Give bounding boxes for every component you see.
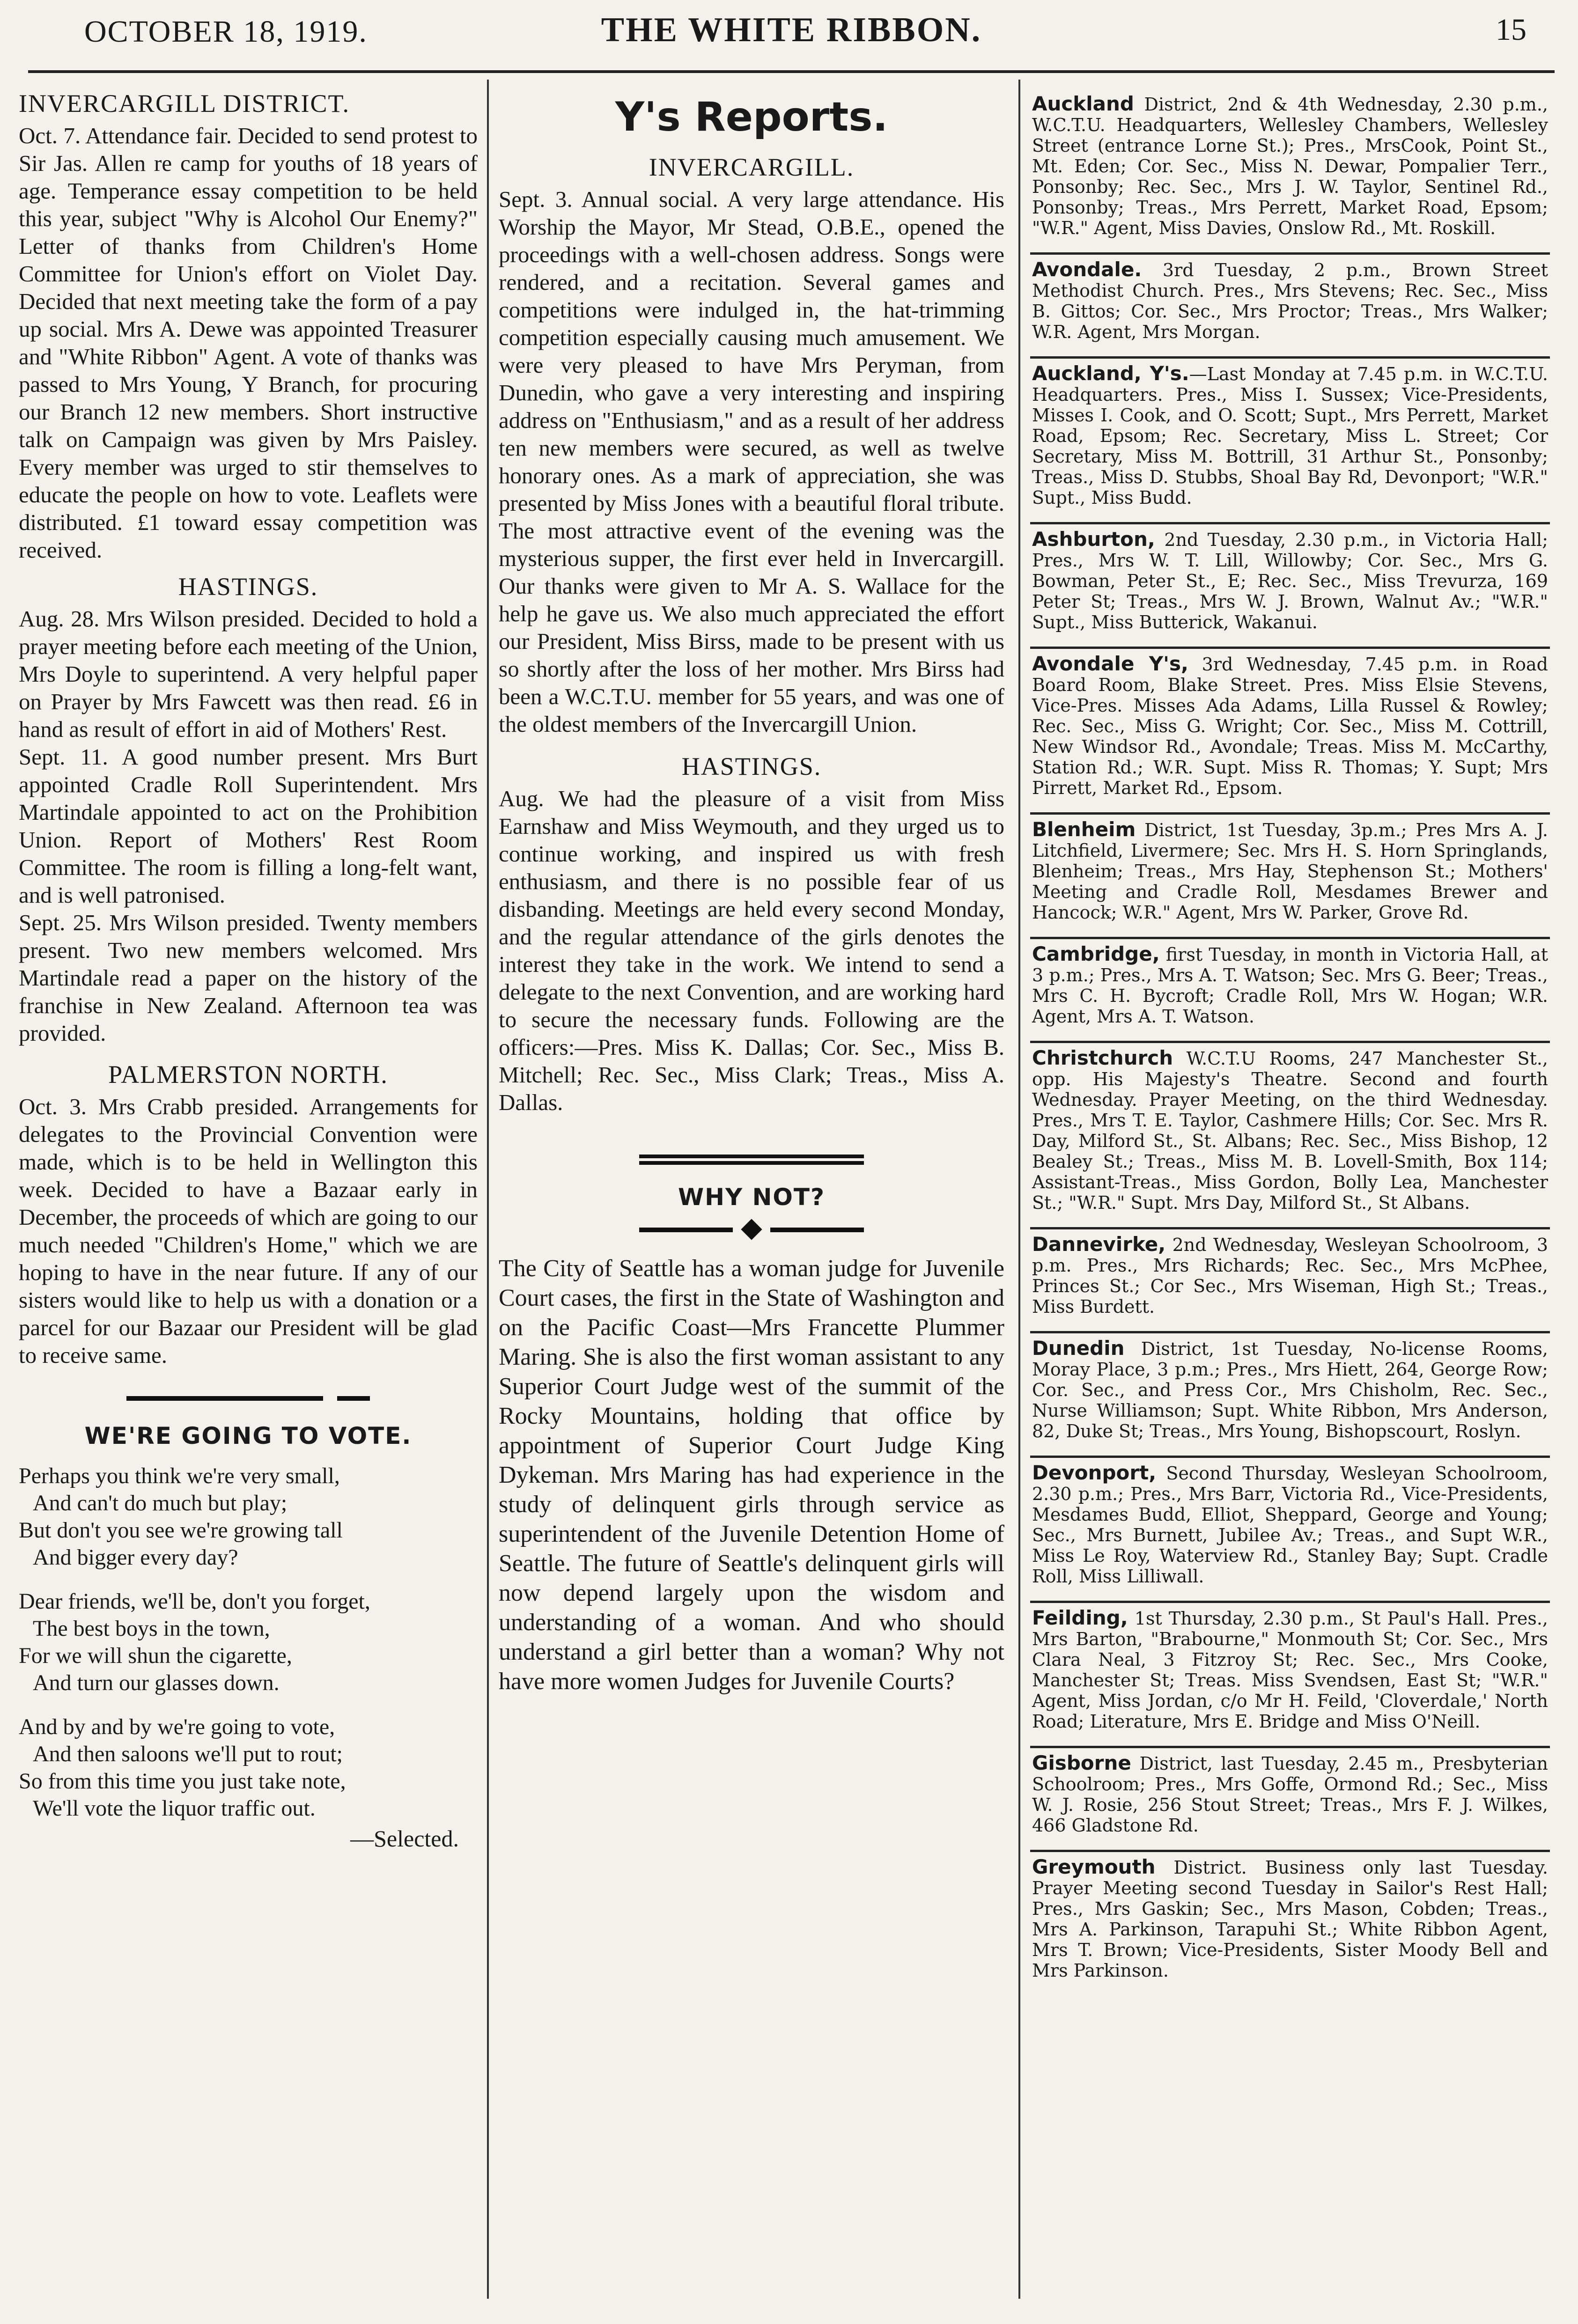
why-not-article: The City of Seattle has a woman judge for Juvenile Court cases, the first in the State of Washington and on the Pacific Coast—Mrs Francette Plummer Maring. She is also the first woman assistant to any Superior Court Judge west of the summit of the Rocky Mountains, holding that office by appointment of Superior Court Judge King Dykeman. Mrs Maring has had experience in the study of delinquent girls through service as superintendent of the Juvenile Detention Home of Seattle. The future of Seattle's delinquent girls will now depend largely upon the wisdom and understanding of a woman. And who should understand a girl better than a woman? Why not have more women Judges for Juvenile Courts?: [499, 1255, 1004, 1695]
issue-date: OCTOBER 18, 1919.: [84, 15, 368, 49]
branch-entry: [1030, 649, 1550, 815]
branch-entry: [1030, 1603, 1550, 1748]
branch-entry: [1030, 359, 1550, 524]
branch-name: Cambridge,: [1032, 942, 1160, 965]
poem-line: And can't do much but play;: [33, 1491, 288, 1515]
hastings-heading: HASTINGS.: [178, 573, 318, 601]
section-divider-ornament: [126, 1388, 370, 1408]
poem-stanza-3: [19, 1714, 478, 1822]
branch-details: 3rd Wednesday, 7.45 p.m. in Road Board Room, Blake Street. Pres. Miss Elsie Stevens, Vice-Pres. Misses Ada Adams, Lilla Russel & Rowley; Rec. Sec., Miss G. Wright; Cor. Sec., Miss M. Cottrill, New Windsor Rd., Avondale; Treas. Miss M. McCarthy, Station Rd.; W.R. Supt. Miss R. Thomas; Y. Supt; Mrs Pirrett, Market Rd., Epsom.: [1032, 654, 1548, 798]
branch-details: 2nd Tuesday, 2.30 p.m., in Victoria Hall; Pres., Mrs W. T. Lill, Willowby; Cor. Sec., Mrs G. Bowman, Peter St., E; Rec. Sec., Miss Trevurza, 169 Peter St; Treas., Mrs W. J. Brown, Walnut Av.; "W.R." Supt., Miss Butterick, Wakanui.: [1032, 530, 1548, 632]
branch-entry: [1030, 1229, 1550, 1333]
palmerston-north-report: Oct. 3. Mrs Crabb presided. Arrangements for delegates to the Provincial Convention were made, which is to be held in Wellington this week. Decided to have a Bazaar early in December, the proceeds of which are going to our much needed "Children's Home," which we are hoping to have in the near future. If any of our sisters would like to help us with a donation or a parcel for our Bazaar our President will be glad to receive same.: [19, 1094, 478, 1368]
branch-name: Auckland, Y's.: [1032, 362, 1189, 385]
branch-details: District, 1st Tuesday, No-license Rooms, Moray Place, 3 p.m.; Pres., Mrs Hiett, 264, George Row; Cor. Sec., and Press Cor., Mrs Chisholm, Rec. Sec., Nurse Williamson; Supt. White Ribbon, Mrs Anderson, 82, Duke St; Treas., Mrs Young, Bishopscourt, Roslyn.: [1032, 1339, 1548, 1441]
branch-entry: [1030, 255, 1550, 359]
ys-invercargill-report: Sept. 3. Annual social. A very large attendance. His Worship the Mayor, Mr Stead, O.B.E., opened the proceedings with a well-chosen address. Songs were rendered, and a recitation. Several games and competitions were indulged in, the hat-trimming competition especially causing much amusement. We were very pleased to have Mrs Peryman, from Dunedin, who gave a very interesting and inspiring address on "Enthusiasm," and as a result of her address ten new members were secured, as well as twelve honorary ones. As a mark of appreciation, she was presented by Miss Jones with a beautiful floral tribute. The most attractive event of the evening was the mysterious supper, the first ever held in Invercargill. Our thanks were given to Mr A. S. Wallace for the help he gave us. We also much appreciated the effort our President, Miss Birss, made to be present with us so shortly after the loss of her mother. Mrs Birss had been a W.C.T.U. member for 55 years, and was one of the oldest members of the Invercargill Union.: [499, 186, 1004, 737]
ys-hastings-report: Aug. We had the pleasure of a visit from Miss Earnshaw and Miss Weymouth, and they urged us to continue working, and inspired us with fresh enthusiasm, and there is no possible fear of us disbanding. Meetings are held every second Monday, and the regular attendance of the girls denotes the interest they take in the work. We intend to send a delegate to the next Convention, and are working hard to secure the necessary funds. Following are the officers:—Pres. Miss K. Dallas; Cor. Sec., Miss B. Mitchell; Rec. Sec., Miss Clark; Treas., Miss A. Dallas.: [499, 786, 1004, 1115]
branch-details: —Last Monday at 7.45 p.m. in W.C.T.U. Headquarters. Pres., Miss I. Sussex; Vice-Presidents, Misses I. Cook, and O. Scott; Supt., Mrs Perrett, Market Road, Epsom; Rec. Secretary, Miss L. Street; Cor Secretary, Miss M. Bottrill, 31 Arthur St., Ponsonby; Treas., Miss D. Stubbs, Shoal Bay Rd, Devonport; "W.R." Supt., Miss Budd.: [1032, 364, 1548, 508]
branch-name: Blenheim: [1032, 818, 1136, 841]
branch-entry: [1030, 89, 1550, 255]
branch-entry: [1030, 1458, 1550, 1603]
branch-details: District, last Tuesday, 2.45 m., Presbyterian Schoolroom; Pres., Mrs Goffe, Ormond Rd.; Sec., Miss W. J. Rosie, 256 Stout Street; Treas., Mrs F. J. Wilkes, 466 Gladstone Rd.: [1032, 1753, 1548, 1836]
palmerston-north-heading: PALMERSTON NORTH.: [108, 1060, 388, 1088]
section-divider-ornament: [639, 1219, 864, 1240]
ys-hastings-heading: HASTINGS.: [681, 752, 822, 780]
poem-line: And bigger every day?: [33, 1545, 238, 1570]
column-divider: [487, 80, 489, 2299]
poem-line: For we will shun the cigarette,: [19, 1643, 292, 1668]
column-right-branch-directory: [1030, 89, 1550, 1995]
page-header: [28, 0, 1555, 73]
branch-details: District, 1st Tuesday, 3p.m.; Pres Mrs A. J. Litchfield, Livermere; Sec. Mrs H. S. Horn Springlands, Blenheim; Treas., Mrs Hay, Stephenson St.; Mothers' Meeting and Cradle Roll, Mesdames Brewer and Hancock; W.R." Agent, Mrs W. Parker, Grove Rd.: [1032, 820, 1548, 923]
invercargill-district-report: Oct. 7. Attendance fair. Decided to send protest to Sir Jas. Allen re camp for youths of 18 years of age. Temperance essay competition to be held this year, subject "Why is Alcohol Our Enemy?" Letter of thanks from Children's Home Committee for Union's effort on Violet Day. Decided that next meeting take the form of a pay up social. Mrs A. Dewe was appointed Treasurer and "White Ribbon" Agent. A vote of thanks was passed to Mrs Young, Y Branch, for procuring our Branch 12 new members. Short instructive talk on Campaign was given by Mrs Paisley. Every member was urged to stir themselves to educate the people on how to vote. Leaflets were distributed. £1 toward essay competition was received.: [19, 123, 478, 563]
branch-details: District. Business only last Tuesday. Prayer Meeting second Tuesday in Sailor's Rest Hall; Pres., Mrs Gaskin; Sec., Mrs Mason, Cobden; Treas., Mrs A. Parkinson, Tarapuhi St.; White Ribbon Agent, Mrs T. Brown; Vice-Presidents, Sister Moody Bell and Mrs Parkinson.: [1032, 1857, 1548, 1981]
poem-line: So from this time you just take note,: [19, 1769, 346, 1794]
branch-name: Ashburton,: [1032, 528, 1155, 551]
column-divider: [1018, 80, 1020, 2299]
branch-entry: [1030, 815, 1550, 939]
branch-entry: [1030, 1043, 1550, 1229]
poem-line: The best boys in the town,: [33, 1616, 270, 1641]
branch-entry: [1030, 1333, 1550, 1458]
section-divider-ornament: [639, 1149, 864, 1169]
column-left: [19, 89, 478, 1852]
ys-reports-heading: Y's Reports.: [615, 94, 888, 140]
poem-line: And then saloons we'll put to rout;: [33, 1742, 343, 1766]
poem-line: And turn our glasses down.: [33, 1670, 280, 1695]
poem-stanza-2: [19, 1588, 478, 1697]
poem-line: Dear friends, we'll be, don't you forget,: [19, 1589, 370, 1614]
branch-entry: [1030, 1748, 1550, 1852]
branch-details: 1st Thursday, 2.30 p.m., St Paul's Hall. Pres., Mrs Barton, "Brabourne," Monmouth St; Cor. Sec., Mrs Clara Neal, 3 Fitzroy St; Rec. Sec., Mrs Cooke, Manchester St; Treas. Miss Svendsen, East St; "W.R." Agent, Miss Jordan, c/o Mr H. Feild, 'Cloverdale,' North Road; Literature, Mrs E. Bridge and Miss O'Neill.: [1032, 1608, 1548, 1732]
column-middle: [499, 89, 1004, 1696]
poem-line: But don't you see we're growing tall: [19, 1518, 343, 1543]
poem-title: WE'RE GOING TO VOTE.: [84, 1422, 412, 1449]
branch-details: District, 2nd & 4th Wednesday, 2.30 p.m., W.C.T.U. Headquarters, Wellesley Chambers, Wellesley Street (entrance Lorne St.); Pres., MrsCook, Point St., Mt. Eden; Cor. Sec., Miss N. Dewar, Pompalier Terr., Ponsonby; Rec. Sec., Mrs J. W. Taylor, Sentinel Rd., Ponsonby; Treas., Mrs Perrett, Market Road, Epsom; "W.R." Agent, Miss Davies, Onslow Rd., Mt. Roskill.: [1032, 94, 1548, 238]
poem-line: And by and by we're going to vote,: [19, 1714, 335, 1739]
branch-name: Auckland: [1032, 92, 1134, 115]
branch-entry: [1030, 1852, 1550, 1995]
invercargill-district-heading: INVERCARGILL DISTRICT.: [19, 89, 350, 118]
publication-title: THE WHITE RIBBON.: [601, 11, 982, 49]
branch-name: Feilding,: [1032, 1606, 1128, 1629]
branch-entry: [1030, 939, 1550, 1043]
hastings-report-sept-11: Sept. 11. A good number present. Mrs Burt appointed Cradle Roll Superintendent. Mrs Martindale appointed to act on the Prohibition Union. Report of Mothers' Rest Room Committee. The room is filling a long-felt want, and is well patronised.: [19, 744, 478, 908]
branch-entry: [1030, 524, 1550, 649]
branch-name: Greymouth: [1032, 1855, 1156, 1878]
poem-stanza-1: [19, 1463, 478, 1571]
branch-name: Gisborne: [1032, 1751, 1131, 1774]
branch-details: Second Thursday, Wesleyan Schoolroom, 2.30 p.m.; Pres., Mrs Barr, Victoria Rd., Vice-Presidents, Mesdames Budd, Elliot, Sheppard, George and Young; Sec., Mrs Burnett, Jubilee Av.; Treas., and Supt W.R., Miss Le Roy, Waterview Rd., Stanley Bay; Supt. Cradle Roll, Miss Lilliwall.: [1032, 1463, 1548, 1587]
branch-name: Devonport,: [1032, 1461, 1157, 1484]
hastings-report-sept-25: Sept. 25. Mrs Wilson presided. Twenty members present. Two new members welcomed. Mrs Martindale read a paper on the history of the franchise in New Zealand. Afternoon tea was provided.: [19, 910, 478, 1046]
poem-signoff: —Selected.: [350, 1825, 459, 1852]
branch-details: first Tuesday, in month in Victoria Hall, at 3 p.m.; Pres., Mrs A. T. Watson; Sec. Mrs G. Beer; Treas., Mrs C. H. Bycroft; Cradle Roll, Mrs W. Hogan; W.R. Agent, Mrs A. T. Watson.: [1032, 944, 1548, 1027]
branch-details: 2nd Wednesday, Wesleyan Schoolroom, 3 p.m. Pres., Mrs Richards; Rec. Sec., Mrs McPhee, Princes St.; Cor Sec., Mrs Wiseman, High St.; Treas., Miss Burdett.: [1032, 1235, 1548, 1317]
branch-details: W.C.T.U Rooms, 247 Manchester St., opp. His Majesty's Theatre. Second and fourth Wednesday. Prayer Meeting, on the third Wednesday. Pres., Mrs T. E. Taylor, Cashmere Hills; Cor. Sec. Mrs R. Day, Milford St., St. Albans; Rec. Sec., Miss Bishop, 12 Bealey St.; Treas., Miss M. B. Lovell-Smith, Box 114; Assistant-Treas., Miss Gordon, Bolly Lea, Manchester St.; "W.R." Supt. Mrs Day, Milford St., St Albans.: [1032, 1048, 1548, 1213]
branch-name: Christchurch: [1032, 1046, 1173, 1069]
branch-name: Dannevirke,: [1032, 1233, 1166, 1256]
page-number: 15: [1496, 13, 1526, 47]
poem-line: Perhaps you think we're very small,: [19, 1464, 340, 1488]
why-not-heading: WHY NOT?: [678, 1184, 826, 1211]
branch-name: Avondale Y's,: [1032, 652, 1188, 675]
hastings-report-aug: Aug. 28. Mrs Wilson presided. Decided to hold a prayer meeting before each meeting of the Union, Mrs Doyle to superintend. A very helpful paper on Prayer by Mrs Fawcett was then read. £6 in hand as result of effort in aid of Mothers' Rest.: [19, 606, 478, 742]
poem-line: We'll vote the liquor traffic out.: [33, 1796, 316, 1821]
ys-invercargill-heading: INVERCARGILL.: [649, 153, 855, 181]
branch-name: Dunedin: [1032, 1337, 1125, 1360]
branch-details: 3rd Tuesday, 2 p.m., Brown Street Methodist Church. Pres., Mrs Stevens; Rec. Sec., Miss B. Gittos; Cor. Sec., Mrs Proctor; Treas., Mrs Walker; W.R. Agent, Mrs Morgan.: [1032, 260, 1548, 342]
branch-name: Avondale.: [1032, 258, 1142, 281]
